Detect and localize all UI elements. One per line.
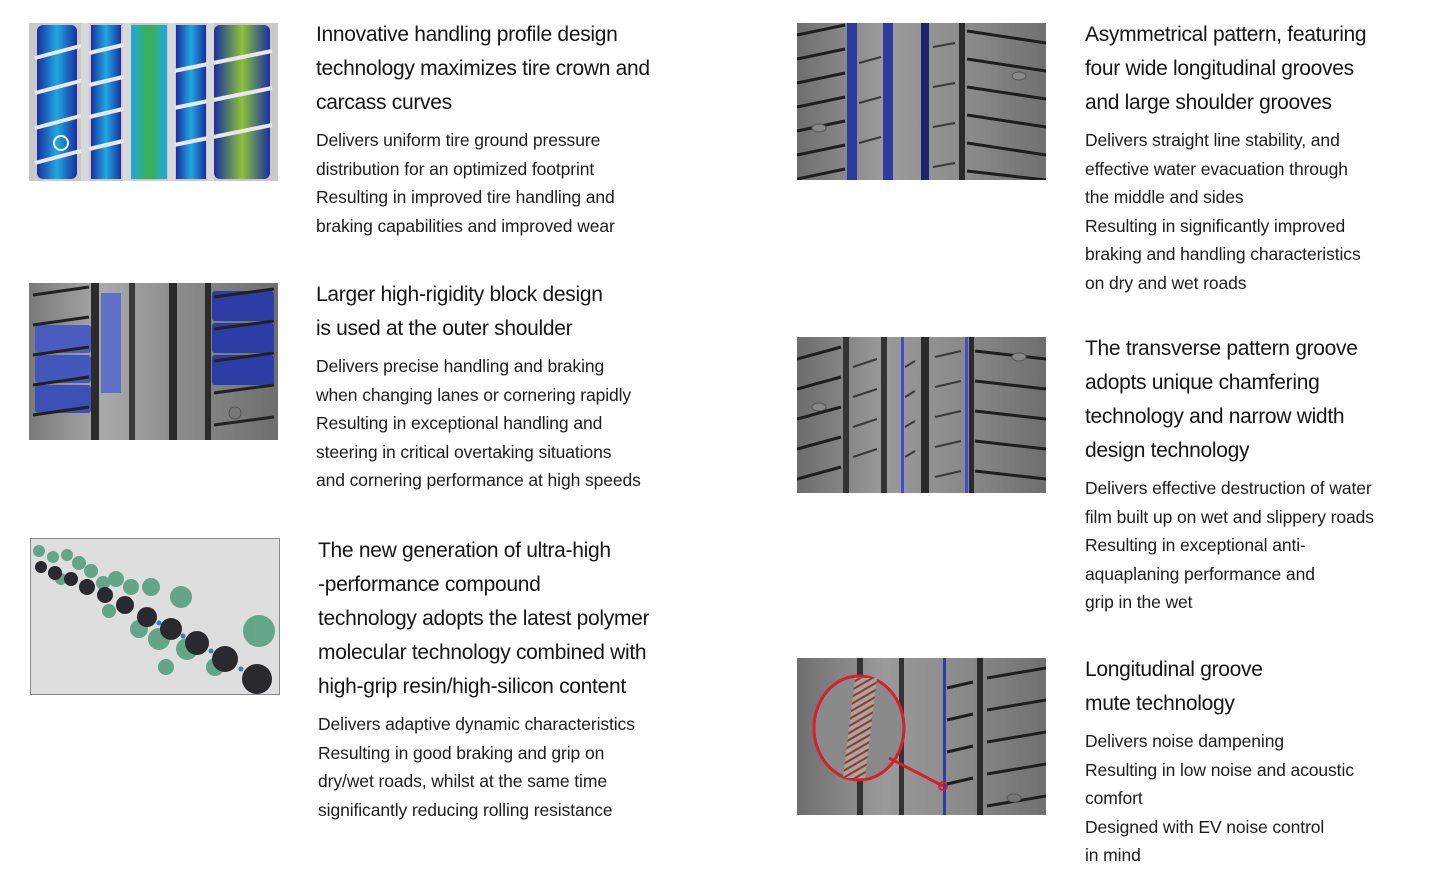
feature-description: Delivers uniform tire ground pressure distribution for an optimized footprint Resulting in improved tire handling and braking capabilities and improved wear — [316, 130, 615, 236]
feature-description: Delivers effective destruction of water film built up on wet and slippery roads Resulting in exceptional anti- aquaplaning performance and grip in the wet — [1085, 478, 1374, 613]
tire-tread-graphic — [797, 337, 1046, 493]
tire-tread-heatmap-graphic — [29, 23, 278, 181]
tread-groove-mute-image — [797, 658, 1046, 815]
feature-title: The transverse pattern groove adopts unique chamfering technology and narrow width design technology — [1085, 337, 1358, 462]
tread-chamfered-grooves-image — [797, 337, 1046, 493]
feature-description: Delivers precise handling and braking when changing lanes or cornering rapidly Resulting in exceptional handling and steering in critical overtaking situations and cornering performance at high speeds — [316, 356, 641, 491]
feature-description: Delivers adaptive dynamic characteristics Resulting in good braking and grip on dry/wet roads, whilst at the same time significantly reducing rolling resistance — [318, 714, 635, 820]
tread-shoulder-blocks-image — [29, 283, 278, 440]
tire-tread-graphic — [29, 283, 278, 440]
tire-tread-graphic — [797, 23, 1046, 180]
feature-title: Innovative handling profile design technology maximizes tire crown and carcass curves — [316, 23, 650, 114]
molecule-chain-graphic — [31, 539, 279, 694]
tire-tread-magnifier-graphic — [797, 658, 1046, 815]
feature-title: The new generation of ultra-high -performance compound technology adopts the latest polymer molecular technology combined with high-grip resin/high-silicon content — [318, 539, 650, 698]
feature-title: Larger high-rigidity block design is used at the outer shoulder — [316, 283, 603, 340]
pressure-heatmap-image — [29, 23, 278, 181]
feature-description: Delivers straight line stability, and effective water evacuation through the middle and sides Resulting in significantly improved braking and handling characteristics on dry and wet roads — [1085, 130, 1361, 293]
feature-description: Delivers noise dampening Resulting in low noise and acoustic comfort Designed with EV noise control in mind — [1085, 731, 1354, 866]
tread-longitudinal-grooves-image — [797, 23, 1046, 180]
feature-title: Asymmetrical pattern, featuring four wide longitudinal grooves and large shoulder grooves — [1085, 23, 1367, 114]
feature-title: Longitudinal groove mute technology — [1085, 658, 1263, 715]
polymer-molecule-image — [30, 538, 280, 695]
